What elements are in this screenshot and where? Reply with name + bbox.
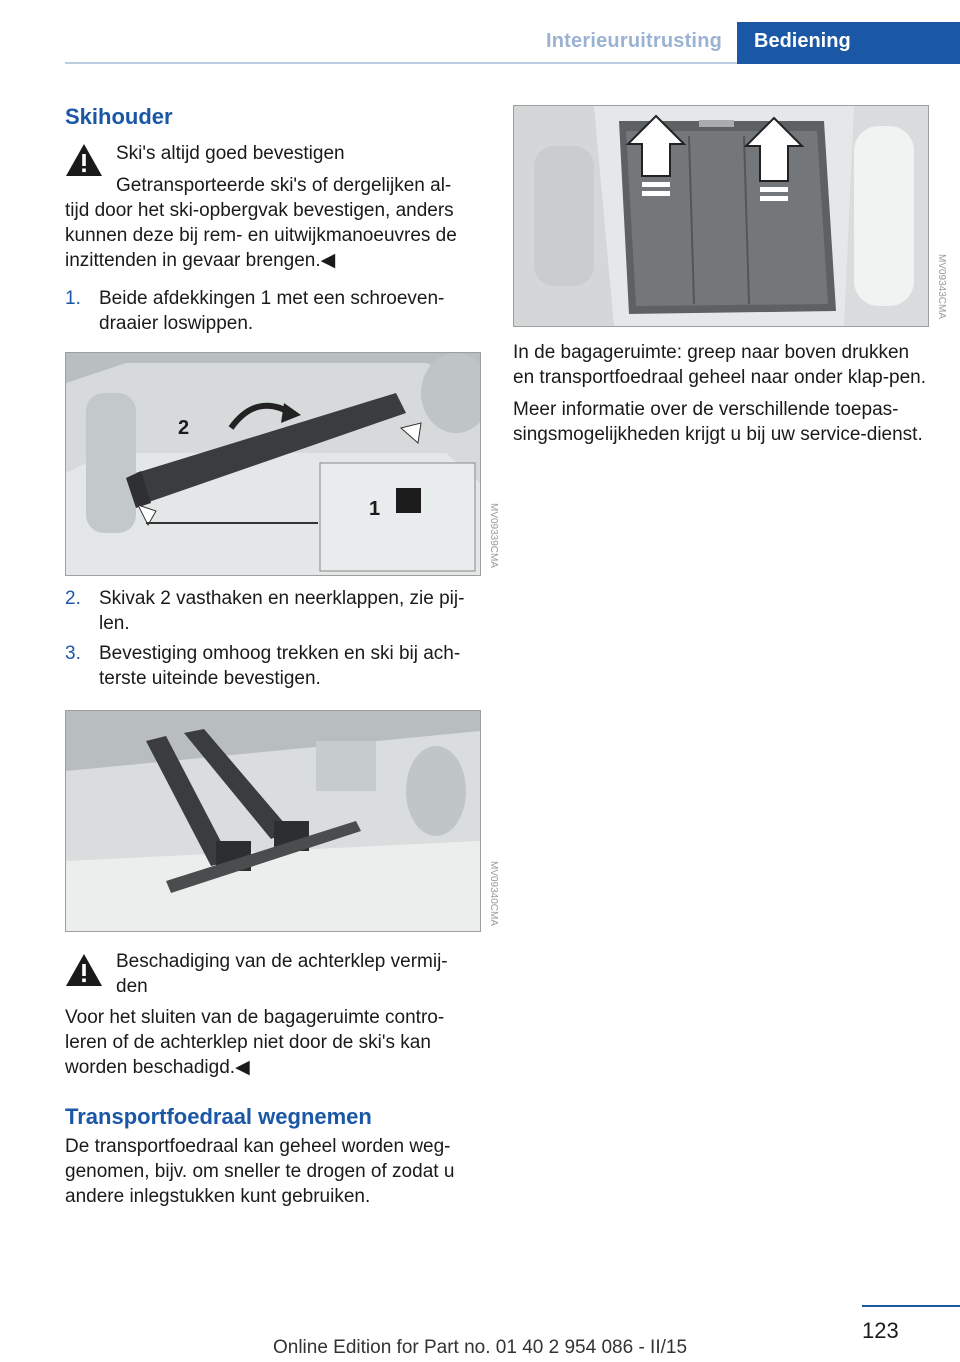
warning-triangle-icon <box>65 953 103 987</box>
step-2 <box>65 586 481 636</box>
section-heading-transportfoedraal: Transportfoedraal wegnemen <box>65 1104 372 1129</box>
ski-straps-illustration <box>66 711 480 931</box>
ski-hatch-illustration <box>66 353 480 575</box>
warning-block-2 <box>65 949 481 1080</box>
paragraph: De transportfoedraal kan geheel worden weg-genomen, bijv. om sneller te drogen of zodat u andere inlegstukken kunt gebruiken. <box>65 1136 455 1207</box>
warning-title: Ski's altijd goed bevestigen <box>116 143 345 164</box>
step-text: Bevestiging omhoog trekken en ski bij ach-terste uiteinde bevestigen. <box>99 643 461 689</box>
photo-bag-compartment <box>513 105 929 327</box>
image-code: MV09339CMA <box>488 503 499 569</box>
header-section: Interieuruitrusting <box>546 30 723 52</box>
image-code: MV09343CMA <box>936 254 947 320</box>
photo-ski-hatch <box>65 352 481 576</box>
paragraph: In de bagageruimte: greep naar boven drukken en transportfoedraal geheel naar onder klap-pen. <box>513 342 927 388</box>
warning-title: Beschadiging van de achterklep vermij-den <box>116 951 448 997</box>
left-column <box>65 104 481 336</box>
page-number-rule <box>862 1305 960 1307</box>
step-number: 1. <box>65 288 81 309</box>
section-heading-skihouder: Skihouder <box>65 104 173 129</box>
page-number: 123 <box>862 1318 899 1343</box>
step-3 <box>65 641 481 691</box>
step-number: 2. <box>65 588 81 609</box>
photo-ski-straps <box>65 710 481 932</box>
step-text: Skivak 2 vasthaken en neerklappen, zie pij-len. <box>99 588 465 634</box>
paragraph: Meer informatie over de verschillende toepas-singsmogelijkheden krijgt u bij uw service-dienst. <box>513 399 923 445</box>
step-text: Beide afdekkingen 1 met een schroeven-draaier loswippen. <box>99 288 445 334</box>
warning-body: Voor het sluiten van de bagageruimte contro-leren of de achterklep niet door de ski's kan worden beschadigd.◀ <box>65 1007 445 1078</box>
right-column <box>513 340 929 447</box>
bag-compartment-illustration <box>514 106 928 326</box>
warning-block-1 <box>65 141 481 273</box>
callout-label-2: 2 <box>178 417 190 439</box>
image-code: MV09340CMA <box>488 861 499 927</box>
steps-2-3 <box>65 586 481 691</box>
header-chapter-tab: Bediening <box>737 22 960 64</box>
step-number: 3. <box>65 643 81 664</box>
step-1 <box>65 286 481 336</box>
warning-body-first: Getransporteerde ski's of dergelijken al- <box>116 175 452 196</box>
callout-label-1: 1 <box>369 498 381 520</box>
warning-triangle-icon <box>65 143 103 177</box>
edition-footer: Online Edition for Part no. 01 40 2 954 086 - II/15 <box>272 1337 688 1358</box>
warning-body: tijd door het ski-opbergvak bevestigen, anders kunnen deze bij rem- en uitwijkmanoeuvres de inzittenden in gevaar brengen.◀ <box>65 200 457 271</box>
left-column-lower <box>65 949 481 1209</box>
